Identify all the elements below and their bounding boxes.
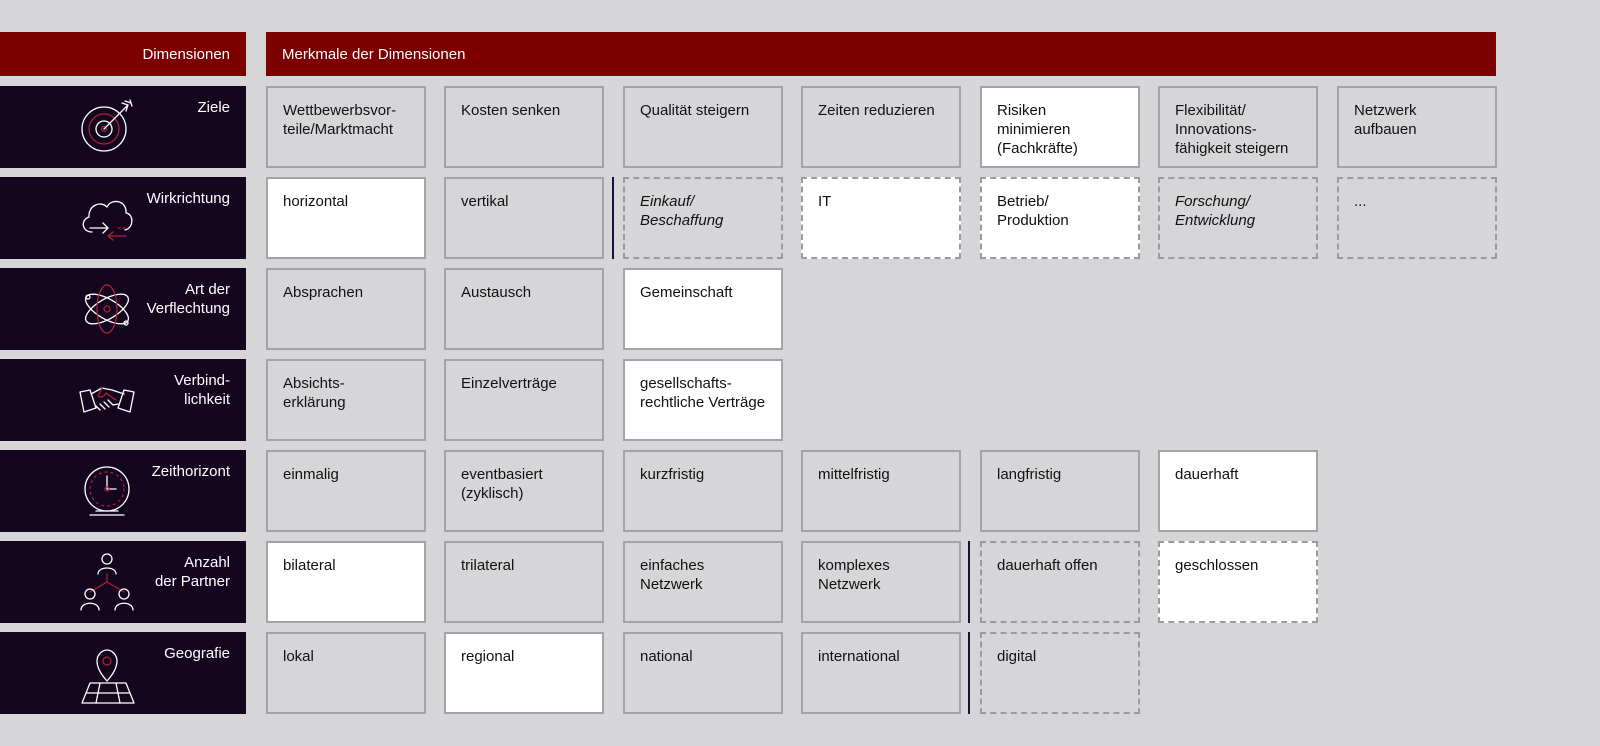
characteristic-cell: vertikal [444,177,604,259]
characteristic-cell: langfristig [980,450,1140,532]
atom-icon [78,277,136,341]
characteristic-cell: regional [444,632,604,714]
characteristic-cell: IT [801,177,961,259]
characteristic-cell: international [801,632,961,714]
group-divider [612,177,614,259]
characteristic-cell: Wettbewerbsvor- teile/Marktmacht [266,86,426,168]
characteristic-cell: Flexibilität/ Innovations- fähigkeit steigern [1158,86,1318,168]
characteristic-cell: einmalig [266,450,426,532]
characteristic-cell: bilateral [266,541,426,623]
characteristic-cell: einfaches Netzwerk [623,541,783,623]
dimension-label: Art der Verflechtung [146,281,230,317]
dimension-label: Ziele [197,99,230,116]
map-pin-icon [78,641,136,705]
dimension-row [0,86,1600,168]
cloud-arrows-icon [78,186,136,250]
dimension-label: Geografie [164,645,230,662]
characteristic-cell: Austausch [444,268,604,350]
characteristics-header: Merkmale der Dimensionen [266,32,1496,76]
characteristic-cell: horizontal [266,177,426,259]
dimension-label-block [0,359,246,441]
clock-icon [78,459,136,523]
dimension-row [0,177,1600,259]
characteristic-cell: Einzelverträge [444,359,604,441]
characteristic-cell: Betrieb/ Produktion [980,177,1140,259]
characteristic-cell: Zeiten reduzieren [801,86,961,168]
characteristic-cell: mittelfristig [801,450,961,532]
people-network-icon [78,550,136,614]
characteristic-cell: Risiken minimieren (Fachkräfte) [980,86,1140,168]
dimension-label: Zeithorizont [151,463,230,480]
dimension-label: Verbind- lichkeit [174,372,230,408]
characteristic-cell: komplexes Netzwerk [801,541,961,623]
characteristic-cell: Gemeinschaft [623,268,783,350]
dimension-label-block [0,450,246,532]
dimension-label: Anzahl der Partner [154,554,230,590]
dimension-label-block [0,632,246,714]
dimension-label-block [0,177,246,259]
dimensions-header: Dimensionen [0,32,246,76]
characteristic-cell: national [623,632,783,714]
characteristic-cell: trilateral [444,541,604,623]
characteristic-cell: ... [1337,177,1497,259]
dimension-label-block [0,86,246,168]
dimension-row [0,541,1600,623]
dimension-row [0,359,1600,441]
group-divider [968,541,970,623]
characteristic-cell: gesellschafts- rechtliche Verträge [623,359,783,441]
dimension-label-block [0,541,246,623]
handshake-icon [78,368,136,432]
characteristic-cell: eventbasiert (zyklisch) [444,450,604,532]
group-divider [968,632,970,714]
characteristic-cell: Netzwerk aufbauen [1337,86,1497,168]
characteristic-cell: digital [980,632,1140,714]
characteristic-cell: dauerhaft [1158,450,1318,532]
dimension-row [0,632,1600,714]
characteristic-cell: dauerhaft offen [980,541,1140,623]
characteristic-cell: lokal [266,632,426,714]
characteristic-cell: Kosten senken [444,86,604,168]
characteristic-cell: Forschung/ Entwicklung [1158,177,1318,259]
characteristic-cell: Einkauf/ Beschaffung [623,177,783,259]
dimension-row [0,268,1600,350]
characteristic-cell: kurzfristig [623,450,783,532]
target-arrow-icon [78,95,136,159]
dimension-row [0,450,1600,532]
dimension-label: Wirkrichtung [146,190,230,207]
characteristic-cell: geschlossen [1158,541,1318,623]
characteristic-cell: Qualität steigern [623,86,783,168]
characteristic-cell: Absichts- erklärung [266,359,426,441]
characteristic-cell: Absprachen [266,268,426,350]
dimension-label-block [0,268,246,350]
